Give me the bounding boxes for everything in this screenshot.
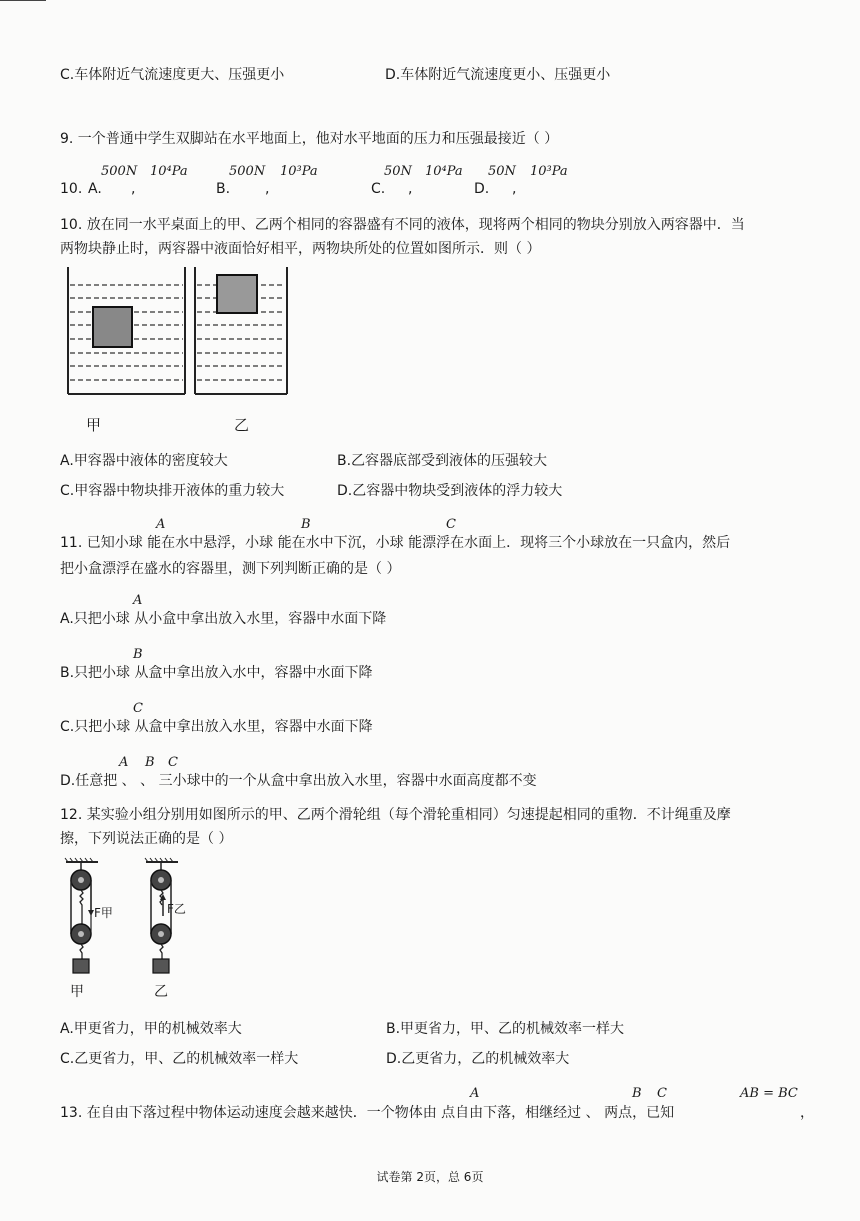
q9-stem: 9. 一个普通中学生双脚站在水平地面上，他对水平地面的压力和压强最接近（ ） — [60, 131, 559, 147]
q11-var-a: A — [156, 517, 166, 532]
q9-option-d-comma: , — [512, 181, 517, 197]
q11-option-d-var-b: B — [145, 755, 155, 770]
q11-var-c: C — [446, 517, 456, 532]
q11-stem-line1: 11. 已知小球 能在水中悬浮，小球 能在水中下沉，小球 能漂浮在水面上．现将三个小球放在一只盒内，然后 — [60, 535, 731, 551]
weight-jia — [73, 959, 89, 973]
q9-option-b-label: B. — [216, 181, 231, 197]
q9-option-b-pressure: 10³Pa — [280, 164, 318, 179]
q12-stem-line2: 擦，下列说法正确的是（ ） — [60, 831, 233, 847]
q12-option-b: B.甲更省力，甲、乙的机械效率一样大 — [386, 1021, 625, 1037]
q11-option-d: D.任意把 、 、 三小球中的一个从盒中拿出放入水里，容器中水面高度都不变 — [60, 773, 537, 789]
q12-option-a: A.甲更省力，甲的机械效率大 — [60, 1021, 242, 1037]
q13-trailing-comma: ， — [800, 1105, 814, 1121]
q9-option-c-force: 50N — [384, 164, 412, 179]
q10-option-a: A.甲容器中液体的密度较大 — [60, 453, 228, 469]
q13-stem-line1: 13. 在自由下落过程中物体运动速度会越来越快．一个物体由 点自由下落，相继经过 、 两点，已知 — [60, 1105, 675, 1121]
q11-option-d-var-a: A — [119, 755, 129, 770]
q8-option-c: C.车体附近气流速度更大、压强更小 — [60, 67, 285, 83]
q13-var-c: C — [657, 1086, 667, 1101]
q11-option-c: C.只把小球 从盒中拿出放入水里，容器中水面下降 — [60, 719, 373, 735]
q10-option-c: C.甲容器中物块排开液体的重力较大 — [60, 483, 285, 499]
q9-option-b-force: 500N — [229, 164, 266, 179]
q10-stem-line2: 两物块静止时，两容器中液面恰好相平，两物块所处的位置如图所示．则（ ） — [60, 241, 541, 257]
q12-force-jia: F甲 — [94, 906, 113, 920]
q10-containers-figure — [60, 262, 300, 437]
q12-label-jia: 甲 — [70, 984, 84, 1000]
q9-option-a-pressure: 10⁴Pa — [150, 164, 188, 179]
q11-stem-line2: 把小盒漂浮在盛水的容器里，测下列判断正确的是（ ） — [60, 561, 401, 577]
q11-option-d-var-c: C — [168, 755, 178, 770]
q12-pulley-figure — [60, 856, 190, 981]
q9-option-c-label: C. — [371, 181, 386, 197]
q13-equation: AB = BC — [740, 1086, 798, 1101]
q9-option-a-label: A. — [88, 181, 102, 197]
q8-option-d: D.车体附近气流速度更小、压强更小 — [385, 67, 611, 83]
q12-label-yi: 乙 — [154, 984, 168, 1000]
q12-stem-line1: 12. 某实验小组分别用如图所示的甲、乙两个滑轮组（每个滑轮重相同）匀速提起相同的重物．不计绳重及摩 — [60, 807, 731, 823]
q13-var-a: A — [470, 1086, 480, 1101]
q12-force-yi: F乙 — [167, 902, 186, 916]
q9-option-d-pressure: 10³Pa — [530, 164, 568, 179]
q9-option-c-comma: , — [408, 181, 413, 197]
q11-option-b-var: B — [133, 647, 143, 662]
q9-option-c-pressure: 10⁴Pa — [425, 164, 463, 179]
q11-option-a: A.只把小球 从小盒中拿出放入水里，容器中水面下降 — [60, 611, 387, 627]
q11-option-a-var: A — [133, 593, 143, 608]
q10-label-jia: 甲 — [86, 416, 102, 434]
weight-yi — [153, 959, 169, 973]
block-jia — [93, 307, 132, 347]
q10-option-b: B.乙容器底部受到液体的压强较大 — [337, 453, 548, 469]
block-yi — [217, 275, 257, 313]
q9-option-d-label: D. — [474, 181, 490, 197]
q9-option-a-force: 500N — [101, 164, 138, 179]
q9-option-a-comma: , — [131, 181, 136, 197]
container-yi — [195, 267, 287, 394]
q10-label-yi: 乙 — [234, 416, 250, 434]
q11-option-b: B.只把小球 从盒中拿出放入水中，容器中水面下降 — [60, 665, 373, 681]
q10-stem-line1: 10. 放在同一水平桌面上的甲、乙两个相同的容器盛有不同的液体，现将两个相同的物块分别放入两容器中．当 — [60, 217, 745, 233]
q12-option-d: D.乙更省力，乙的机械效率大 — [386, 1051, 570, 1067]
page-footer: 试卷第 2页，总 6页 — [376, 1170, 484, 1184]
q9-option-b-comma: , — [265, 181, 270, 197]
q9-number-label: 10. — [60, 181, 83, 197]
q13-var-b: B — [632, 1086, 642, 1101]
q10-option-d: D.乙容器中物块受到液体的浮力较大 — [337, 483, 563, 499]
container-jia — [68, 267, 185, 394]
q12-option-c: C.乙更省力，甲、乙的机械效率一样大 — [60, 1051, 299, 1067]
top-rule — [0, 0, 46, 1]
q9-option-d-force: 50N — [488, 164, 516, 179]
q11-option-c-var: C — [133, 701, 143, 716]
q11-var-b: B — [301, 517, 311, 532]
